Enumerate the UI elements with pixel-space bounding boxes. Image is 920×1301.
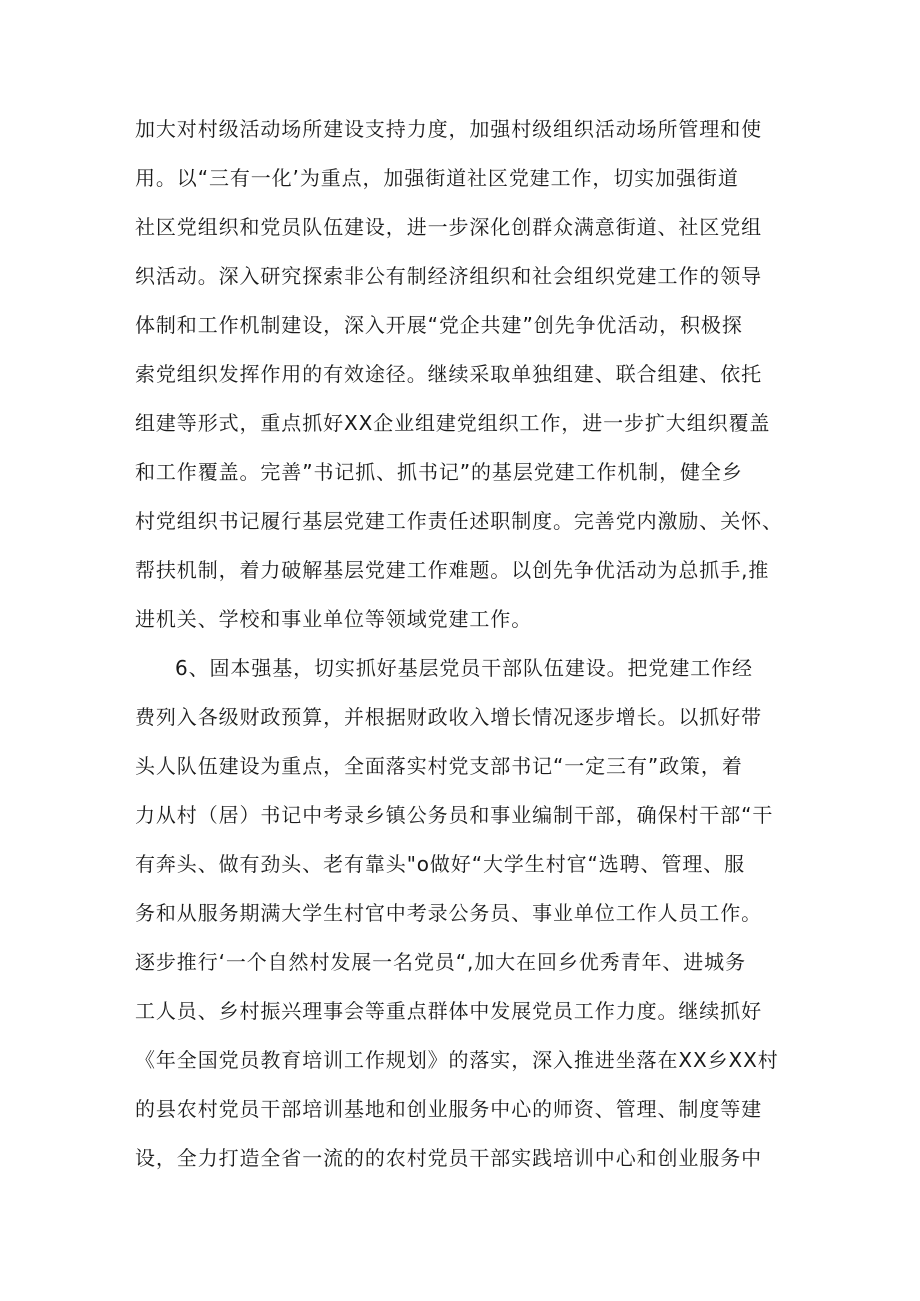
text-line: 6、固本强基，切实抓好基层党员干部队伍建设。把党建工作经 <box>175 656 753 680</box>
text-line: 费列入各级财政预算，并根据财政收入增长情况逐步增长。以抓好带 <box>135 705 762 729</box>
text-line: 设，全力打造全省一流的的农村党员干部实践培训中心和创业服务中 <box>135 1146 762 1170</box>
text-line: 务和从服务期满大学生村官中考录公务员、事业单位工作人员工作。 <box>135 901 762 925</box>
text-line: 头人队伍建设为重点，全面落实村党支部书记“一定三有”政策，着 <box>135 754 743 778</box>
text-line: 组建等形式，重点抓好XX企业组建党组织工作，进一步扩大组织覆盖 <box>135 411 771 435</box>
text-line: 的县农村党员干部培训基地和创业服务中心的师资、管理、制度等建 <box>135 1097 762 1121</box>
text-line: 有奔头、做有劲头、老有靠头"o做好“大学生村官“选聘、管理、服 <box>135 852 746 876</box>
text-line: 索党组织发挥作用的有效途径。继续采取单独组建、联合组建、依托 <box>135 362 762 386</box>
text-line: 村党组织书记履行基层党建工作责任述职制度。完善党内激励、关怀、 <box>135 509 783 533</box>
text-line: 帮扶机制，着力破解基层党建工作难题。以创先争优活动为总抓手,推 <box>135 558 770 582</box>
text-line: 和工作覆盖。完善”书记抓、抓书记”的基层党建工作机制，健全乡 <box>135 460 743 484</box>
text-line: 《年全国党员教育培训工作规划》的落实，深入推进坐落在XX乡XX村 <box>135 1048 779 1072</box>
text-line: 用。以“三有一化’为重点，加强街道社区党建工作，切实加强街道 <box>135 166 739 190</box>
text-line: 社区党组织和党员队伍建设，进一步深化创群众满意街道、社区党组 <box>135 215 762 239</box>
text-line: 力从村（居）书记中考录乡镇公务员和事业编制干部，确保村干部“干 <box>135 803 774 827</box>
text-line: 织活动。深入研究探索非公有制经济组织和社会组织党建工作的领导 <box>135 264 762 288</box>
text-line: 体制和工作机制建设，深入开展“党企共建”创先争优活动，积极探 <box>135 313 743 337</box>
text-line: 进机关、学校和事业单位等领域党建工作。 <box>135 607 533 631</box>
text-line: 逐步推行‘一个自然村发展一名党员“,加大在回乡优秀青年、进城务 <box>135 950 746 974</box>
text-line: 工人员、乡村振兴理事会等重点群体中发展党员工作力度。继续抓好 <box>135 999 762 1023</box>
text-line: 加大对村级活动场所建设支持力度，加强村级组织活动场所管理和使 <box>135 117 762 141</box>
